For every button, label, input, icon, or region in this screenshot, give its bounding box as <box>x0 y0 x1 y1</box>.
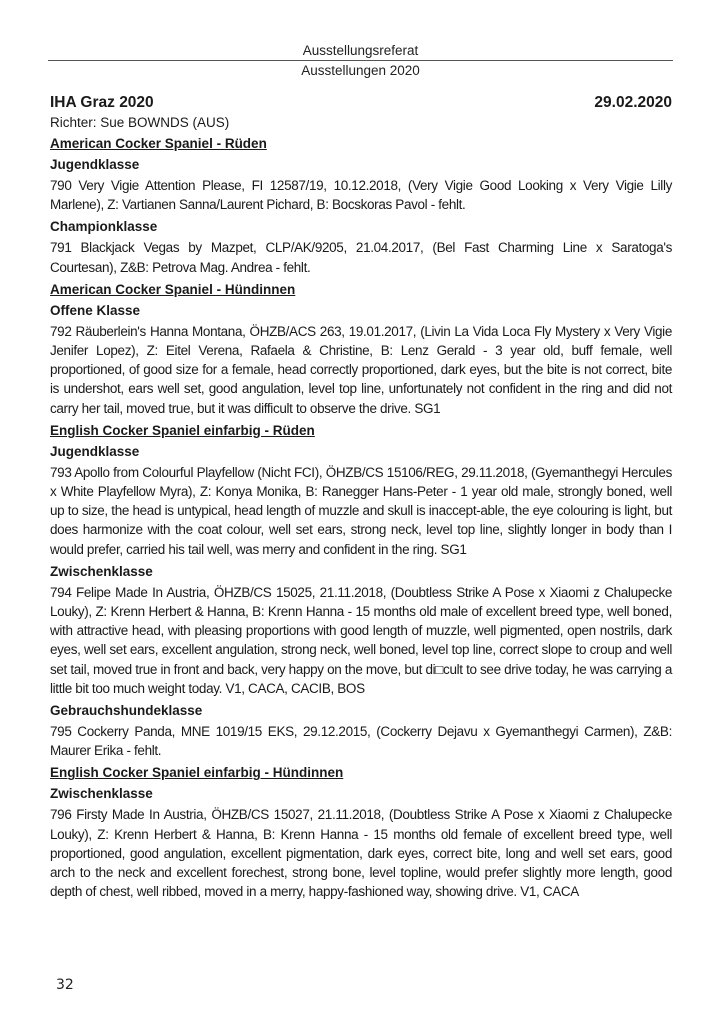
class-heading: Gebrauchshundeklasse <box>50 703 203 719</box>
entry-792: 792 Räuberlein's Hanna Montana, ÖHZB/ACS 263, 19.01.2017, (Livin La Vida Loca Fly Mystery x Very Vigie Jenifer Lopez), Z: Eitel Verena, Rafaela & Christine, B: Lenz Gerald - 3 year old, buff female, well proportioned, of good size for a female, head correctly proportioned, dark eyes, but the bite is not correct, bite is undershot, ears well set, good angulation, level top line, unfortunately not confident in the ring and did not carry her tail, moved true, but it was difficult to observe the drive. SG1 <box>50 323 672 416</box>
class-heading: Jugendklasse <box>50 157 140 172</box>
class-heading: Zwischenklasse <box>50 563 153 579</box>
class-heading: Zwischenklasse <box>50 786 153 802</box>
breed-heading: English Cocker Spaniel einfarbig - Hündinnen <box>50 765 344 781</box>
running-header-subtitle: Ausstellungen 2020 <box>301 63 420 78</box>
show-title: IHA Graz 2020 <box>50 94 154 111</box>
judge-line: Richter: Sue BOWNDS (AUS) <box>50 115 230 130</box>
class-heading: Jugendklasse <box>50 443 140 459</box>
class-heading: Championklasse <box>50 219 158 235</box>
entry-791: 791 Blackjack Vegas by Mazpet, CLP/AK/9205, 21.04.2017, (Bel Fast Charming Line x Saratoga's Courtesan), Z&B: Petrova Mag. Andrea - fehlt. <box>50 240 672 275</box>
header-rule <box>48 60 673 61</box>
breed-heading: American Cocker Spaniel - Hündinnen <box>50 281 296 297</box>
breed-heading: English Cocker Spaniel einfarbig - Rüden <box>50 422 315 438</box>
page-content <box>50 93 672 904</box>
show-title-row <box>50 93 672 113</box>
show-date: 29.02.2020 <box>594 94 672 111</box>
entry-794: 794 Felipe Made In Austria, ÖHZB/CS 15025, 21.11.2018, (Doubtless Strike A Pose x Xiaomi z Chalupecke Louky), Z: Krenn Herbert & Hanna, B: Krenn Hanna - 15 months old male of excellent breed type, well boned, with attractive head, with pleasing proportions with good length of muzzle, well pigmented, open nostrils, dark eyes, well set ears, excellent angulation, strong neck, well boned, level top line, correct slope to croup and well set tail, moved true in front and back, very happy on the move, but di□cult to see drive today, he was carrying a little bit too much weight today. V1, CACA, CACIB, BOS <box>50 584 672 696</box>
class-heading: Offene Klasse <box>50 302 141 318</box>
entry-796: 796 Firsty Made In Austria, ÖHZB/CS 15027, 21.11.2018, (Doubtless Strike A Pose x Xiaomi z Chalupecke Louky), Z: Krenn Herbert & Hanna, B: Krenn Hanna - 15 months old female of excellent breed type, well proportioned, good angulation, excellent pigmentation, dark eyes, correct bite, long and well set ears, good arch to the neck and excellent forechest, strong bone, level topline, would prefer slightly more length, good depth of chest, well ribbed, moved in a merry, happy-fashioned way, showing drive. V1, CACA <box>50 807 672 900</box>
page-number: 32 <box>56 977 74 993</box>
running-header-title: Ausstellungsreferat <box>302 43 419 58</box>
breed-heading: American Cocker Spaniel - Rüden <box>50 136 267 151</box>
entry-795: 795 Cockerry Panda, MNE 1019/15 EKS, 29.12.2015, (Cockerry Dejavu x Gyemanthegyi Carmen), Z&B: Maurer Erika - fehlt. <box>50 724 672 759</box>
entry-790: 790 Very Vigie Attention Please, FI 12587/19, 10.12.2018, (Very Vigie Good Looking x Very Vigie Lilly Marlene), Z: Vartianen Sanna/Laurent Pichard, B: Bocskoras Pavol - fehlt. <box>50 178 672 213</box>
entry-793: 793 Apollo from Colourful Playfellow (Nicht FCI), ÖHZB/CS 15106/REG, 29.11.2018, (Gyemanthegyi Hercules x White Playfellow Myra), Z: Konya Monika, B: Ranegger Hans-Peter - 1 year old male, strongly boned, well up to size, the head is untypical, head length of muzzle and skull is inaccept-able, the eye colouring is light, but does harmonize with the coat colour, well set ears, strong neck, level top line, slightly longer in body than I would prefer, carried his tail well, was merry and confident in the ring. SG1 <box>50 464 672 557</box>
